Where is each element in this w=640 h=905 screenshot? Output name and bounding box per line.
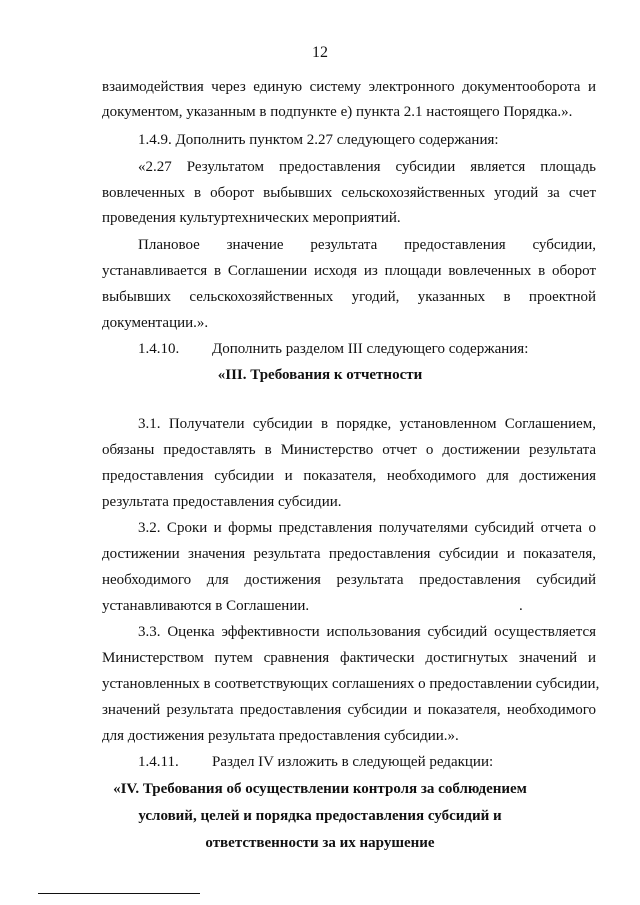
text-line: проведения культуртехнических мероприятий.: [102, 210, 401, 226]
section-heading-iv-line-3: ответственности за их нарушение: [205, 835, 435, 851]
stray-dot: .: [519, 598, 523, 614]
section-heading-iii: «III. Требования к отчетности: [217, 367, 423, 383]
text-line: документации.».: [102, 315, 209, 331]
clause-number: 1.4.11.: [138, 754, 179, 770]
text-line: Плановое значение результата предоставления субсидии,: [138, 237, 596, 253]
page-number: 12: [312, 44, 328, 61]
text-line: устанавливается в Соглашении исходя из площади вовлеченных в оборот: [102, 263, 596, 279]
section-heading-iv: «IV. Требования об осуществлении контроля за соблюдением: [113, 781, 527, 797]
text-line: документом, указанным в подпункте е) пункта 2.1 настоящего Порядка.».: [102, 104, 573, 120]
text-line: устанавливаются в Соглашении.: [102, 598, 310, 614]
section-heading-iv-line-2: условий, целей и порядка предоставления субсидий и: [138, 808, 502, 824]
text-line: достижении значения результата предоставления субсидии и показателя,: [102, 546, 596, 562]
clause-1-4-9: 1.4.9. Дополнить пунктом 2.27 следующего содержания:: [138, 132, 499, 148]
text-line: значений результата предоставления субсидии и показателя, необходимого: [102, 702, 596, 718]
text-line: 3.3. Оценка эффективности использования субсидий осуществляется: [138, 624, 596, 640]
clause-number: 1.4.10.: [138, 341, 180, 357]
footnote-rule: [38, 893, 200, 894]
text-line: выбывших сельскохозяйственных угодий, указанных в проектной: [102, 289, 596, 305]
text-line: взаимодействия через единую систему электронного документооборота и: [102, 79, 596, 95]
text-line: для достижения результата предоставления субсидии.».: [102, 728, 459, 744]
text-line: предоставления субсидии и показателя, необходимого для достижения: [102, 468, 596, 484]
text-line: вовлеченных в оборот выбывших сельскохозяйственных угодий за счет: [102, 185, 596, 201]
text-line: обязаны предоставлять в Министерство отчет о достижении результата: [102, 442, 596, 458]
text-line: «2.27 Результатом предоставления субсидии является площадь: [138, 159, 596, 175]
clause-1-4-10: Дополнить разделом III следующего содержания:: [212, 341, 529, 357]
text-line: необходимого для достижения результата предоставления субсидий: [102, 572, 596, 588]
text-line: установленных в соответствующих соглашениях о предоставлении субсидии,: [102, 676, 600, 692]
text-line: результата предоставления субсидии.: [102, 494, 342, 510]
text-line: 3.1. Получатели субсидии в порядке, установленном Соглашением,: [138, 416, 596, 432]
text-line: 3.2. Сроки и формы представления получателями субсидий отчета о: [138, 520, 596, 536]
clause-1-4-11: Раздел IV изложить в следующей редакции:: [212, 754, 494, 770]
text-line: Министерством путем сравнения фактически достигнутых значений и: [102, 650, 596, 666]
